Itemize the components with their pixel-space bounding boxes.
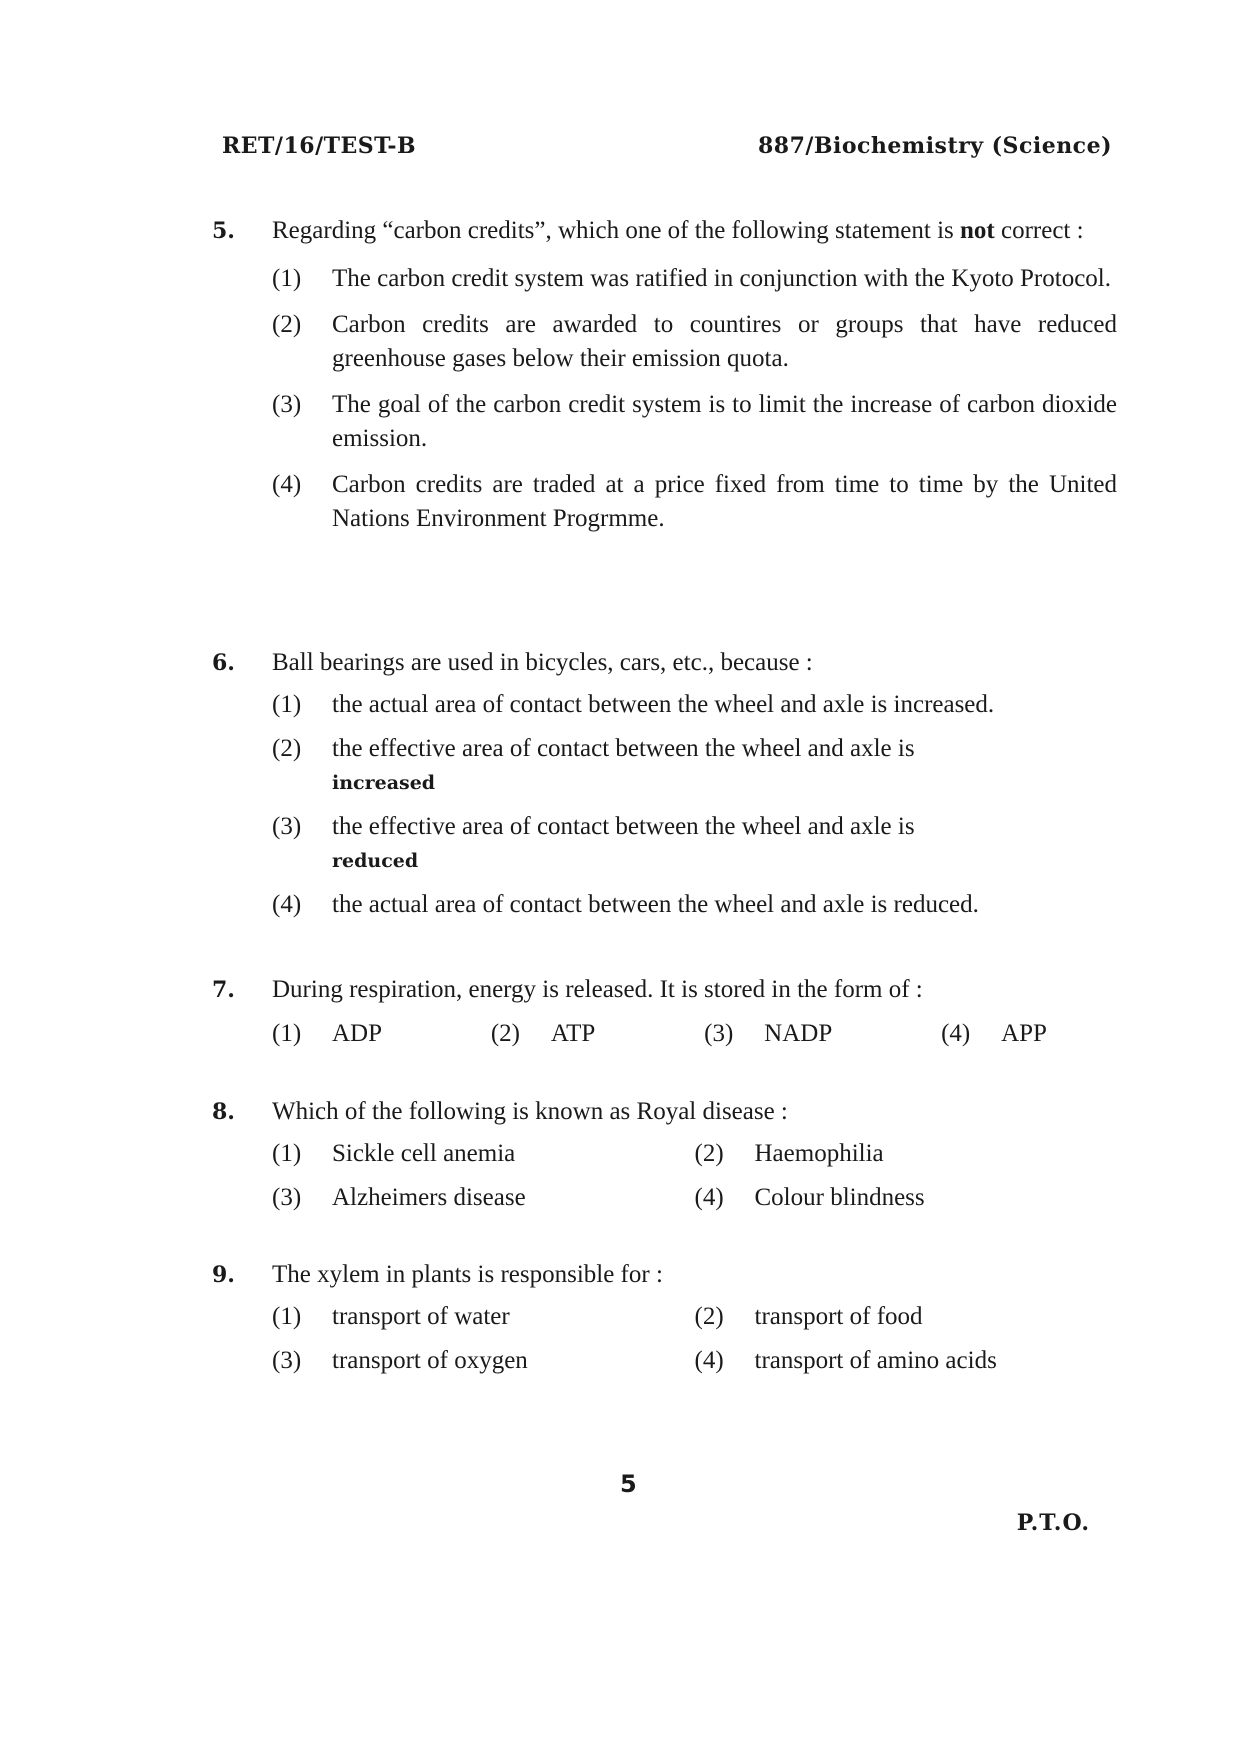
option	[272, 732, 1117, 800]
option	[941, 1017, 1047, 1051]
option-number: (1)	[272, 691, 302, 718]
option-text: transport of water	[332, 1303, 510, 1330]
please-turn-over: P.T.O.	[1016, 1510, 1090, 1536]
option-text: APP	[1001, 1020, 1047, 1047]
question-number: 5.	[212, 218, 235, 244]
option	[272, 1344, 695, 1378]
option	[272, 1300, 695, 1334]
option-number: (1)	[272, 1140, 302, 1167]
question-5	[212, 214, 1117, 542]
option	[704, 1017, 832, 1051]
option-text: transport of oxygen	[332, 1347, 528, 1374]
question-number: 9.	[212, 1262, 235, 1288]
option	[272, 1017, 382, 1051]
option-text: NADP	[764, 1020, 833, 1047]
option-text: transport of amino acids	[754, 1347, 997, 1374]
option-text: Colour blindness	[754, 1184, 925, 1211]
option-text	[332, 810, 1117, 878]
option-number: (2)	[490, 1020, 521, 1047]
options-list	[272, 1137, 1117, 1215]
question-8	[212, 1095, 1117, 1215]
question-text-part: correct :	[994, 217, 1084, 244]
header-test-code: RET/16/TEST-B	[222, 133, 417, 159]
options-list	[272, 1300, 1117, 1378]
option-text: the actual area of contact between the wheel and axle is reduced.	[332, 891, 979, 918]
option	[272, 388, 1117, 456]
page-number: 5	[620, 1470, 637, 1498]
option-number: (3)	[272, 1184, 302, 1211]
question-number: 6.	[212, 650, 235, 676]
option-text: ADP	[332, 1020, 383, 1047]
option-text-emphasis: reduced	[332, 850, 419, 872]
option	[491, 1017, 595, 1051]
option-number: (3)	[272, 813, 302, 840]
option	[695, 1181, 1118, 1215]
option-text: Carbon credits are awarded to countires or groups that have reduced greenhouse gases below their emission quota.	[332, 311, 1117, 372]
question-9	[212, 1258, 1117, 1378]
question-7	[212, 973, 1117, 1051]
option	[272, 262, 1117, 296]
option-text: Sickle cell anemia	[332, 1140, 516, 1167]
option-text: transport of food	[754, 1303, 923, 1330]
options-list	[272, 262, 1117, 536]
option-text-line: the effective area of contact between the wheel and axle is	[332, 813, 915, 840]
option	[272, 810, 1117, 878]
option-number: (2)	[694, 1303, 724, 1330]
question-text: During respiration, energy is released. It is stored in the form of :	[272, 976, 923, 1003]
option-number: (1)	[272, 1020, 302, 1047]
option	[695, 1300, 1118, 1334]
option	[695, 1137, 1118, 1171]
option	[272, 468, 1117, 536]
option	[272, 1181, 695, 1215]
option-number: (2)	[694, 1140, 724, 1167]
question-text-part: Regarding “carbon credits”, which one of the following statement is	[272, 217, 960, 244]
question-6	[212, 646, 1117, 928]
option	[272, 1137, 695, 1171]
option	[272, 688, 1117, 722]
question-number: 8.	[212, 1099, 235, 1125]
option-number: (4)	[694, 1184, 724, 1211]
question-text-emphasis: not	[960, 217, 995, 244]
option-text: ATP	[550, 1020, 596, 1047]
option-number: (3)	[272, 1347, 302, 1374]
option	[695, 1344, 1118, 1378]
option-number: (1)	[272, 265, 302, 292]
option-number: (4)	[694, 1347, 724, 1374]
question-text	[272, 214, 1117, 248]
option-number: (4)	[941, 1020, 971, 1047]
question-text: The xylem in plants is responsible for :	[272, 1261, 663, 1288]
option-text: Haemophilia	[754, 1140, 884, 1167]
option-text: Carbon credits are traded at a price fixed from time to time by the United Nations Environment Progrmme.	[332, 471, 1117, 532]
question-text: Ball bearings are used in bicycles, cars, etc., because :	[272, 649, 813, 676]
header-subject: 887/Biochemistry (Science)	[757, 133, 1112, 159]
question-number: 7.	[212, 977, 235, 1003]
option-text: The goal of the carbon credit system is to limit the increase of carbon dioxide emission.	[332, 391, 1117, 452]
options-list	[272, 688, 1117, 922]
option	[272, 888, 1117, 922]
option-text	[332, 732, 1117, 800]
options-list	[272, 1017, 1117, 1051]
option-text: Alzheimers disease	[332, 1184, 526, 1211]
option	[272, 308, 1117, 376]
option-number: (2)	[272, 311, 302, 338]
question-text: Which of the following is known as Royal disease :	[272, 1098, 788, 1125]
option-number: (3)	[272, 391, 302, 418]
option-number: (2)	[272, 735, 302, 762]
option-number: (3)	[704, 1020, 734, 1047]
option-text: the actual area of contact between the wheel and axle is increased.	[332, 691, 995, 718]
option-number: (4)	[272, 891, 302, 918]
option-number: (4)	[272, 471, 302, 498]
option-text-line: the effective area of contact between the wheel and axle is	[332, 735, 915, 762]
option-number: (1)	[272, 1303, 302, 1330]
option-text: The carbon credit system was ratified in conjunction with the Kyoto Protocol.	[332, 265, 1111, 292]
option-text-emphasis: increased	[332, 772, 436, 794]
